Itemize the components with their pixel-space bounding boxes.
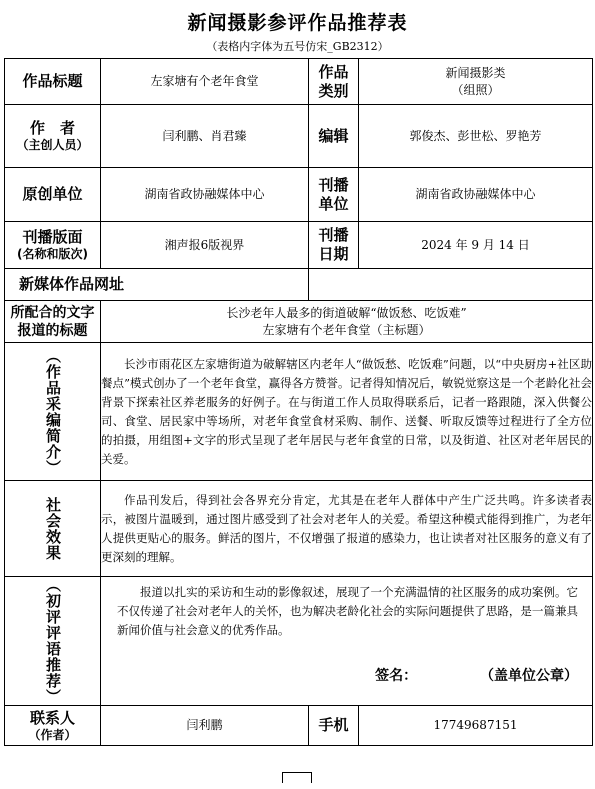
effect-label: [5, 481, 101, 577]
publisher-label: [309, 168, 359, 222]
work-title-value: 左家塘有个老年食堂: [101, 59, 309, 105]
publisher-value: 湖南省政协融媒体中心: [359, 168, 593, 222]
intro-text: 长沙市雨花区左家塘街道为破解辖区内老年人“做饭愁、吃饭难”问题，以“中央厨房+社区助餐点”模式创办了一个老年食堂，赢得各方赞誉。记者得知情况后，敏锐觉察这是一个老龄化社会背景下探索社区养老服务的好例子。在与街道工作人员取得联系后，记者一路跟随，深入供餐公司、食堂、居民家中等场所，对老年食堂食材采购、制作、送餐、听取反馈等过程进行了全方位的拍摄，用组图+文字的形式呈现了老年居民与老年食堂的日常，以及街道、社区对老年居民的关爱。: [101, 343, 593, 481]
row-edition: [5, 222, 593, 269]
form-title: 新闻摄影参评作品推荐表: [187, 12, 408, 34]
contact-value: 闫利鹏: [101, 706, 309, 746]
category-label-text: 作品类别: [318, 62, 349, 100]
date-label: [309, 222, 359, 269]
review-label-text: （初评评语推荐）: [44, 577, 62, 705]
category-label: [309, 59, 359, 105]
date-label-text: 刊播日期: [318, 226, 349, 263]
row-author: [5, 105, 593, 168]
phone-label: 手机: [309, 706, 359, 746]
review-text: 报道以扎实的采访和生动的影像叙述，展现了一个充满温情的社区服务的成功案例。它不仅传递了社会对老年人的关怀，也为解决老龄化社会的实际问题提供了思路，是一篇兼具新闻价值与社会意义的优秀作品。: [117, 585, 578, 637]
author-value: 闫利鹏、肖君臻: [101, 105, 309, 168]
row-review: [5, 577, 593, 706]
headline-value: [101, 301, 593, 343]
contact-label-text: 联系人: [29, 708, 75, 727]
publisher-label-text: 刊播单位: [318, 175, 349, 213]
headline-value-line1: 长沙老年人最多的街道破解“做饭愁、吃饭难”: [226, 305, 467, 320]
row-work-title: [5, 59, 593, 105]
recommendation-form-table: [4, 58, 593, 746]
edition-value: 湘声报6版视界: [101, 222, 309, 269]
seal-label: （盖单位公章）: [480, 668, 578, 684]
intro-label: [5, 343, 101, 481]
category-value-line2: （组照）: [451, 82, 500, 97]
row-contact: [5, 706, 593, 746]
form-subtitle: （表格内字体为五号仿宋_GB2312）: [206, 40, 389, 53]
category-value: [359, 59, 593, 105]
edition-label-text: 刊播版面: [22, 228, 83, 246]
row-headline: [5, 301, 593, 343]
edition-label-sub: (名称和版次): [17, 247, 88, 261]
url-label: [5, 269, 309, 301]
row-intro: [5, 343, 593, 481]
row-effect: [5, 481, 593, 577]
row-origin: [5, 168, 593, 222]
editor-value: 郭俊杰、彭世松、罗艳芳: [359, 105, 593, 168]
category-value-line1: 新闻摄影类: [445, 65, 506, 80]
intro-label-text: （作品采编简介）: [44, 347, 62, 476]
signature-label: 签名：: [375, 668, 418, 684]
contact-label: [5, 706, 101, 746]
review-label: [5, 577, 101, 706]
effect-label-text: 社会效果: [44, 496, 62, 561]
phone-value: 17749687151: [359, 706, 593, 746]
work-title-label: 作品标题: [5, 59, 101, 105]
date-value: 2024 年 9 月 14 日: [359, 222, 593, 269]
author-label: [5, 105, 101, 168]
headline-label-text: 所配合的文字报道的标题: [10, 304, 95, 339]
author-label-sub: （主创人员）: [16, 138, 89, 152]
origin-value: 湖南省政协融媒体中心: [101, 168, 309, 222]
signature-row: [101, 661, 592, 687]
editor-label: 编辑: [309, 105, 359, 168]
url-empty-cell: [309, 269, 593, 301]
author-label-text: 作 者: [29, 119, 75, 137]
effect-text: 作品刊发后，得到社会各界充分肯定，尤其是在老年人群体中产生广泛共鸣。许多读者表示，被图片温暖到，通过图片感受到了社会对老年人的关爱。希望这种模式能得到推广，为老年人提供更贴心的服务。鲜活的图片，不仅增强了报道的感染力，也让读者对社区服务的意义有了更深刻的理解。: [101, 481, 593, 577]
row-url: [5, 269, 593, 301]
edition-label: [5, 222, 101, 269]
url-label-text: 新媒体作品网址: [19, 275, 125, 293]
review-cell: [101, 577, 593, 706]
page-bottom-mark: [282, 772, 312, 783]
origin-label: 原创单位: [5, 168, 101, 222]
contact-label-sub: （作者）: [28, 727, 77, 742]
headline-value-line2: 左家塘有个老年食堂（主标题）: [262, 322, 431, 337]
headline-label: [5, 301, 101, 343]
